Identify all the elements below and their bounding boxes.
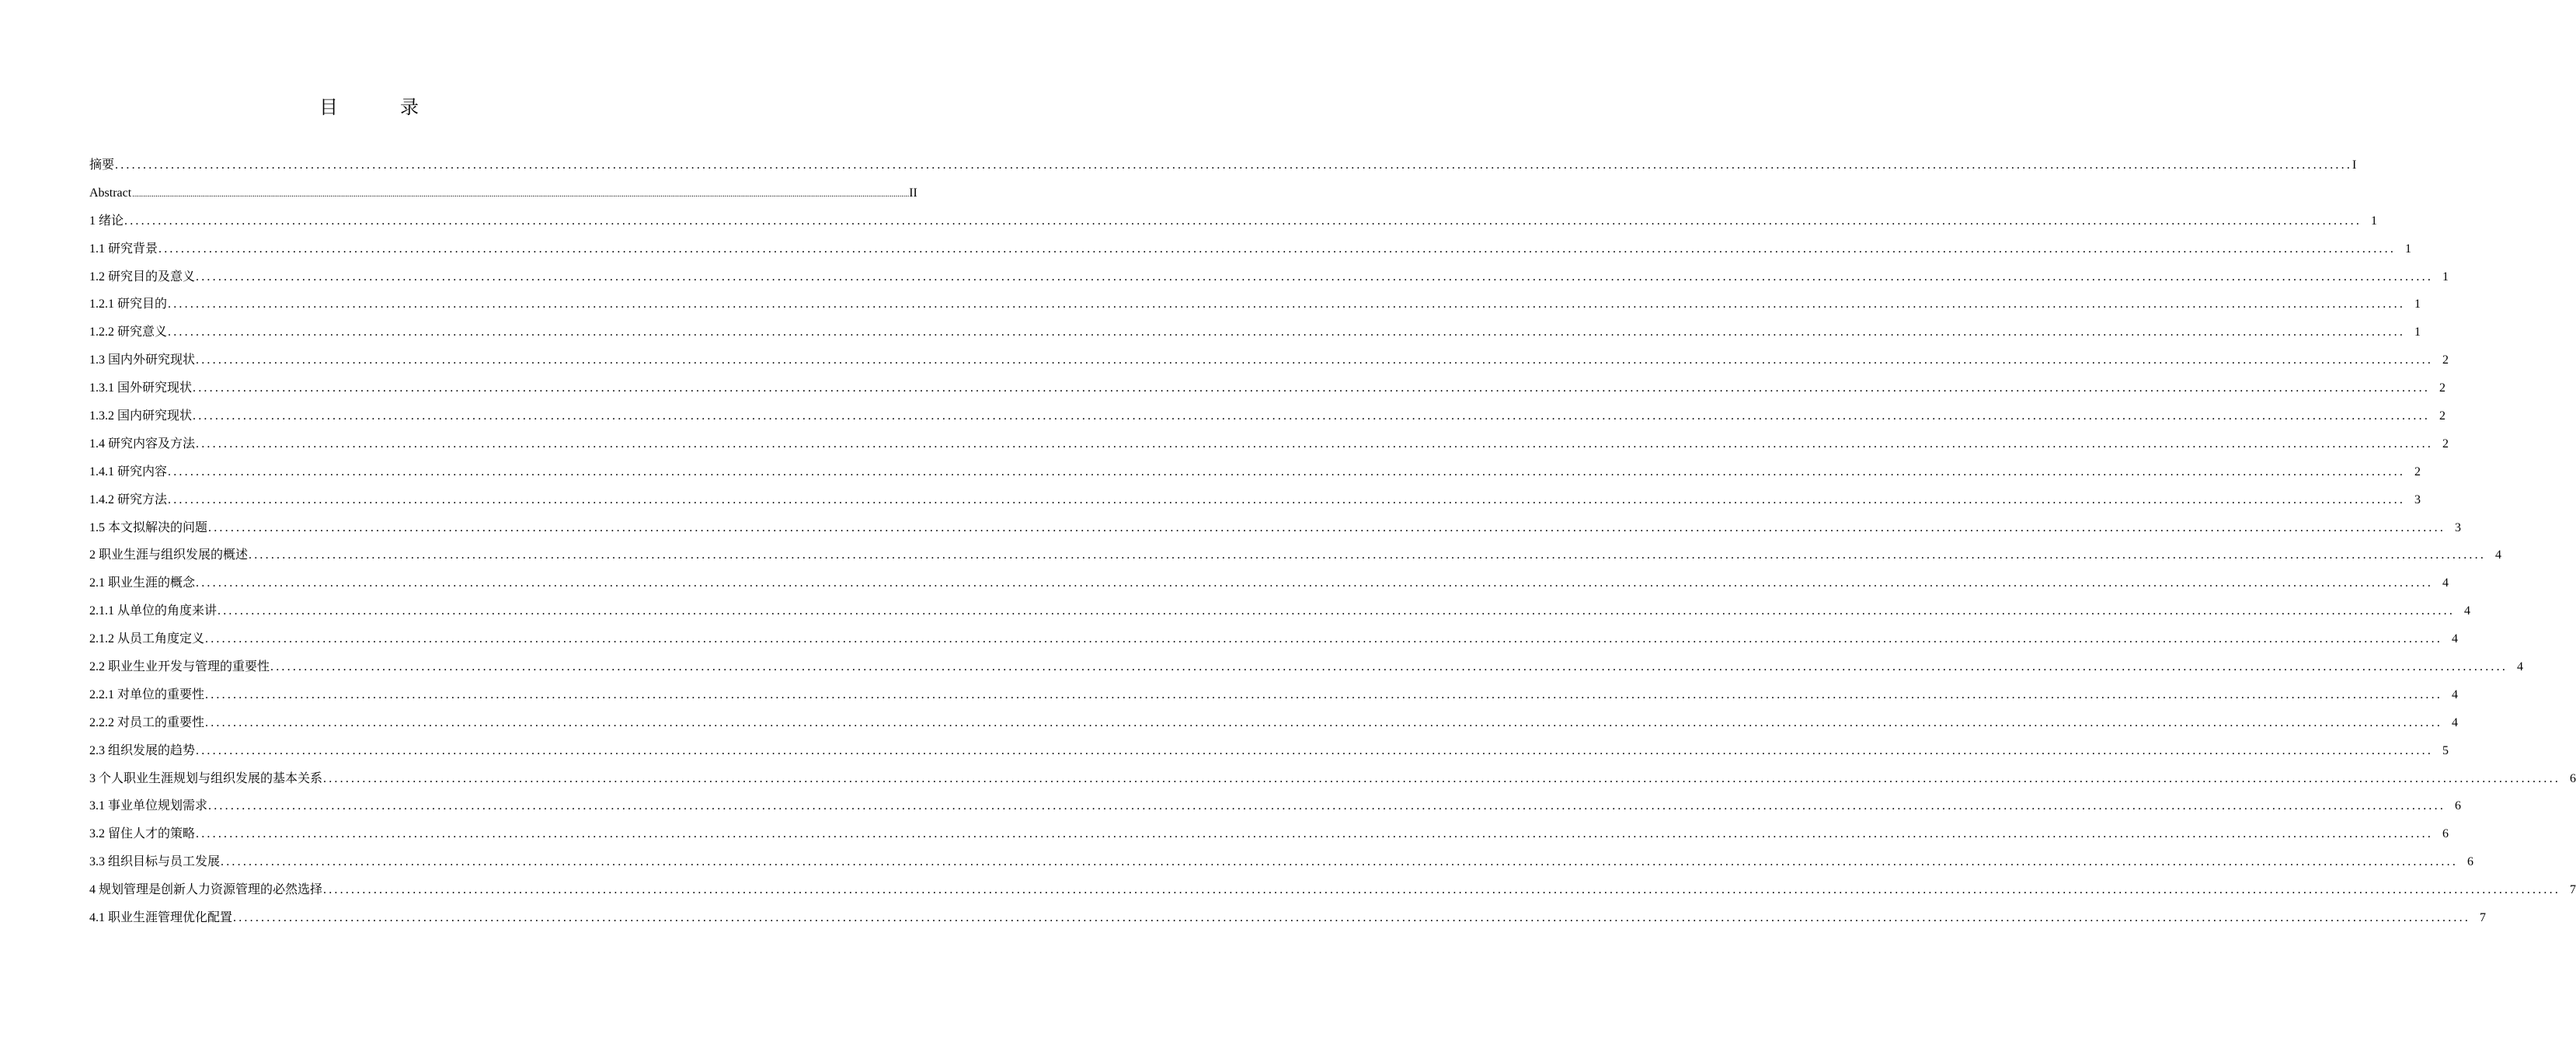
toc-entry[interactable] <box>89 235 2412 263</box>
toc-entry[interactable] <box>89 179 917 207</box>
toc-dot-leader: ................................................................................................................................................................................................................................................................................................................................................................................................................ <box>208 799 2446 813</box>
toc-entry-text: 2.2.1 对单位的重要性 <box>89 687 205 701</box>
toc-entry-text: 2 职业生涯与组织发展的概述 <box>89 548 249 562</box>
toc-entry-text: 4.1 职业生涯管理优化配置 <box>89 911 233 925</box>
toc-dot-leader: ................................................................................................................................................................................................................................................................................................................................................................................................................ <box>323 771 2561 785</box>
toc-dot-leader: ................................................................................................................................................................................................................................................................................................................................................................................................................ <box>168 465 2406 478</box>
toc-dot-leader: ................................................................................................................................................................................................................................................................................................................................................................................................................ <box>168 325 2406 339</box>
toc-entry-text: 1 绪论 <box>89 214 124 228</box>
toc-dot-leader: ................................................................................................................................................................................................................................................................................................................................................................................................................ <box>196 827 2434 841</box>
toc-entry[interactable] <box>89 207 2378 235</box>
toc-entry[interactable] <box>89 904 2487 932</box>
toc-page-number: 4 <box>2517 660 2524 674</box>
toc-entry-text: 1.1 研究背景 <box>89 242 158 256</box>
toc-page-number: 6 <box>2442 827 2449 841</box>
toc-entry-text: 2.2.2 对员工的重要性 <box>89 715 205 729</box>
toc-page-number: 2 <box>2442 437 2449 451</box>
toc-page-number: II <box>909 186 917 200</box>
toc-page-number: 2 <box>2414 465 2421 478</box>
toc-page-number: 4 <box>2495 548 2502 562</box>
toc-entry[interactable] <box>89 514 2462 542</box>
toc-page-number: 2 <box>2442 353 2449 367</box>
toc-page-number: 7 <box>2480 911 2487 925</box>
toc-page-number: 6 <box>2570 771 2576 785</box>
toc-entry[interactable] <box>89 374 2446 402</box>
toc-dot-leader: ................................................................................................................................................................................................................................................................................................................................................................................................................ <box>205 632 2443 646</box>
toc-entry-text: 2.2 职业生业开发与管理的重要性 <box>89 660 270 674</box>
toc-entry[interactable] <box>89 291 2421 318</box>
toc-entry-text: 1.4.1 研究内容 <box>89 465 168 478</box>
toc-entry-text: 3.2 留住人才的策略 <box>89 827 196 841</box>
toc-entry[interactable] <box>89 625 2459 653</box>
toc-entry[interactable] <box>89 263 2449 291</box>
toc-entry[interactable] <box>89 653 2524 681</box>
toc-entry-text: 4 规划管理是创新人力资源管理的必然选择 <box>89 883 323 897</box>
toc-entry-text: 1.2.2 研究意义 <box>89 325 168 339</box>
toc-dot-leader: ................................................................................................................................................................................................................................................................................................................................................................................................................ <box>132 190 910 199</box>
toc-page-number: 3 <box>2455 520 2462 534</box>
toc-entry-text: 3.1 事业单位规划需求 <box>89 799 208 813</box>
toc-list <box>89 151 2576 932</box>
toc-entry-text: Abstract <box>89 186 132 200</box>
toc-page-number: 1 <box>2442 270 2449 284</box>
toc-dot-leader: ................................................................................................................................................................................................................................................................................................................................................................................................................ <box>196 270 2434 284</box>
toc-entry[interactable] <box>89 458 2421 486</box>
toc-dot-leader: ................................................................................................................................................................................................................................................................................................................................................................................................................ <box>218 604 2456 618</box>
toc-entry[interactable] <box>89 402 2446 430</box>
toc-entry[interactable] <box>89 151 2357 179</box>
toc-page-number: 6 <box>2455 799 2462 813</box>
toc-page-number: I <box>2352 158 2357 172</box>
toc-entry-text: 1.2 研究目的及意义 <box>89 270 196 284</box>
toc-entry-text: 2.1.1 从单位的角度来讲 <box>89 604 218 618</box>
toc-page-number: 1 <box>2371 214 2378 228</box>
toc-dot-leader: ................................................................................................................................................................................................................................................................................................................................................................................................................ <box>196 743 2434 757</box>
toc-page-number: 4 <box>2452 687 2459 701</box>
toc-entry-text: 1.3.1 国外研究现状 <box>89 381 193 395</box>
toc-dot-leader: ................................................................................................................................................................................................................................................................................................................................................................................................................ <box>270 660 2508 674</box>
toc-entry-text: 3 个人职业生涯规划与组织发展的基本关系 <box>89 771 323 785</box>
toc-page-number: 4 <box>2452 632 2459 646</box>
toc-title: 目 录 <box>319 96 440 118</box>
toc-entry-text: 1.3.2 国内研究现状 <box>89 409 193 423</box>
toc-entry[interactable] <box>89 848 2474 876</box>
toc-entry[interactable] <box>89 569 2449 597</box>
toc-entry-text: 3.3 组织目标与员工发展 <box>89 855 221 869</box>
toc-dot-leader: ................................................................................................................................................................................................................................................................................................................................................................................................................ <box>196 576 2434 590</box>
toc-page-number: 2 <box>2439 381 2446 395</box>
toc-entry-text: 摘要 <box>89 158 115 172</box>
toc-dot-leader: ................................................................................................................................................................................................................................................................................................................................................................................................................ <box>196 353 2434 367</box>
toc-entry[interactable] <box>89 430 2449 458</box>
toc-entry[interactable] <box>89 597 2471 625</box>
toc-page-number: 4 <box>2452 715 2459 729</box>
toc-page-number: 7 <box>2570 883 2576 897</box>
toc-entry[interactable] <box>89 792 2462 820</box>
toc-page-number: 6 <box>2467 855 2474 869</box>
toc-entry[interactable] <box>89 737 2449 765</box>
toc-dot-leader: ................................................................................................................................................................................................................................................................................................................................................................................................................ <box>124 214 2362 228</box>
toc-entry[interactable] <box>89 876 2576 904</box>
toc-entry-text: 2.3 组织发展的趋势 <box>89 743 196 757</box>
toc-entry[interactable] <box>89 820 2449 848</box>
toc-dot-leader: ................................................................................................................................................................................................................................................................................................................................................................................................................ <box>323 883 2561 897</box>
toc-dot-leader: ................................................................................................................................................................................................................................................................................................................................................................................................................ <box>193 409 2431 423</box>
toc-page-number: 1 <box>2414 298 2421 311</box>
toc-page-number: 2 <box>2439 409 2446 423</box>
toc-dot-leader: ................................................................................................................................................................................................................................................................................................................................................................................................................ <box>168 492 2406 506</box>
toc-dot-leader: ................................................................................................................................................................................................................................................................................................................................................................................................................ <box>193 381 2431 395</box>
toc-dot-leader: ................................................................................................................................................................................................................................................................................................................................................................................................................ <box>196 437 2434 451</box>
toc-entry-text: 1.3 国内外研究现状 <box>89 353 196 367</box>
toc-page-number: 1 <box>2405 242 2412 256</box>
toc-entry[interactable] <box>89 346 2449 374</box>
toc-entry-text: 2.1.2 从员工角度定义 <box>89 632 205 646</box>
toc-entry[interactable] <box>89 765 2576 793</box>
toc-entry-text: 1.4.2 研究方法 <box>89 492 168 506</box>
toc-page-number: 1 <box>2414 325 2421 339</box>
toc-entry-text: 2.1 职业生涯的概念 <box>89 576 196 590</box>
toc-entry[interactable] <box>89 541 2502 569</box>
toc-entry[interactable] <box>89 486 2421 514</box>
toc-page-number: 4 <box>2464 604 2471 618</box>
toc-dot-leader: ................................................................................................................................................................................................................................................................................................................................................................................................................ <box>205 715 2443 729</box>
toc-page-number: 3 <box>2414 492 2421 506</box>
toc-entry-text: 1.5 本文拟解决的问题 <box>89 520 208 534</box>
toc-entry-text: 1.4 研究内容及方法 <box>89 437 196 451</box>
toc-dot-leader: ................................................................................................................................................................................................................................................................................................................................................................................................................ <box>158 242 2397 256</box>
toc-entry-text: 1.2.1 研究目的 <box>89 298 168 311</box>
toc-dot-leader: ................................................................................................................................................................................................................................................................................................................................................................................................................ <box>168 298 2406 311</box>
toc-entry[interactable] <box>89 709 2459 737</box>
toc-dot-leader: ................................................................................................................................................................................................................................................................................................................................................................................................................ <box>221 855 2459 869</box>
toc-dot-leader: ................................................................................................................................................................................................................................................................................................................................................................................................................ <box>115 158 2353 172</box>
toc-entry[interactable] <box>89 318 2421 346</box>
toc-dot-leader: ................................................................................................................................................................................................................................................................................................................................................................................................................ <box>208 520 2446 534</box>
toc-dot-leader: ................................................................................................................................................................................................................................................................................................................................................................................................................ <box>205 687 2443 701</box>
toc-dot-leader: ................................................................................................................................................................................................................................................................................................................................................................................................................ <box>233 911 2471 925</box>
toc-page-number: 5 <box>2442 743 2449 757</box>
toc-page-number: 4 <box>2442 576 2449 590</box>
toc-entry[interactable] <box>89 681 2459 709</box>
toc-dot-leader: ................................................................................................................................................................................................................................................................................................................................................................................................................ <box>249 548 2487 562</box>
